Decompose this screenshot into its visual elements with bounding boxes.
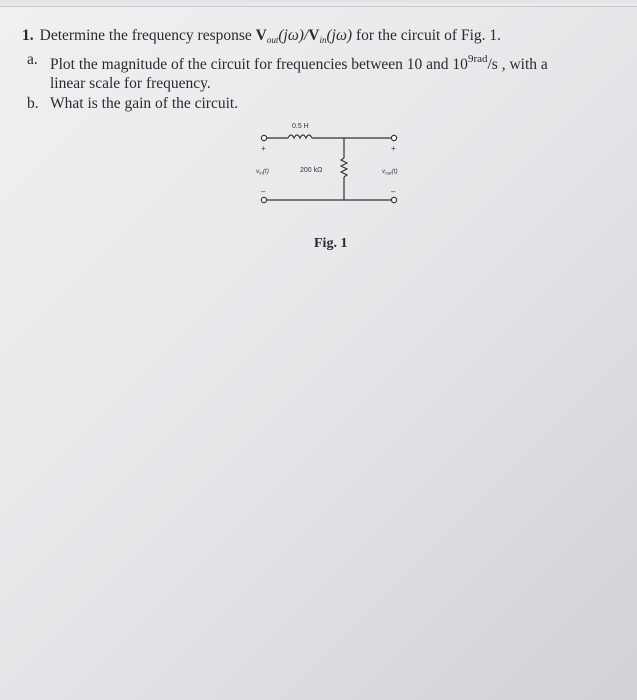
part-a-text-before: Plot the magnitude of the circuit for frequencies between 10 and 10 — [50, 56, 468, 73]
vin-label-arg: (t) — [262, 168, 269, 175]
part-b-letter: b. — [27, 95, 39, 112]
question-1-statement — [22, 26, 637, 50]
part-a-text-after: /s , with a — [487, 56, 548, 73]
vin-label — [256, 168, 269, 176]
terminal-in-bottom — [261, 197, 266, 202]
out-minus-sign: – — [391, 187, 396, 196]
figure-caption: Fig. 1 — [314, 236, 348, 251]
terminal-out-bottom — [391, 197, 396, 202]
out-plus-sign: + — [391, 144, 396, 153]
question-1 — [22, 26, 637, 113]
vin-label-sub: in — [259, 170, 263, 176]
jw-term-2: (jω) — [326, 27, 353, 44]
resistor-symbol — [341, 158, 347, 177]
part-a-superscript: 9rad — [467, 53, 488, 65]
part-a-line2 — [22, 74, 637, 93]
question-intro-after: for the circuit of Fig. 1. — [352, 27, 502, 44]
vin-symbol: V — [308, 27, 320, 44]
vout-label-sub: out — [385, 170, 392, 176]
vin-subscript: in — [319, 35, 327, 45]
part-a-letter: a. — [27, 51, 38, 68]
terminal-out-top — [391, 135, 396, 140]
vout-label-arg: (t) — [391, 168, 398, 175]
inductor-label: 0.5 H — [292, 123, 309, 130]
terminal-in-top — [261, 135, 266, 140]
vout-subscript: out — [266, 35, 279, 45]
inductor-symbol — [288, 135, 312, 138]
vout-symbol: V — [255, 27, 267, 44]
resistor-label: 200 kΩ — [300, 167, 323, 174]
in-minus-sign: – — [261, 187, 266, 196]
part-b — [22, 94, 637, 113]
question-intro-before: Determine the frequency response — [39, 27, 256, 44]
page-top-edge — [0, 0, 637, 7]
vout-label-v: v — [382, 168, 386, 175]
part-b-text: What is the gain of the circuit. — [50, 95, 239, 112]
circuit-diagram — [248, 118, 418, 218]
vin-label-v: v — [256, 168, 260, 175]
part-a — [22, 50, 637, 74]
part-a-line2-text: linear scale for frequency. — [50, 75, 211, 92]
vout-label — [382, 168, 398, 176]
jw-term-1: (jω)/ — [278, 27, 309, 44]
question-number: 1. — [22, 27, 34, 44]
in-plus-sign: + — [261, 144, 266, 153]
